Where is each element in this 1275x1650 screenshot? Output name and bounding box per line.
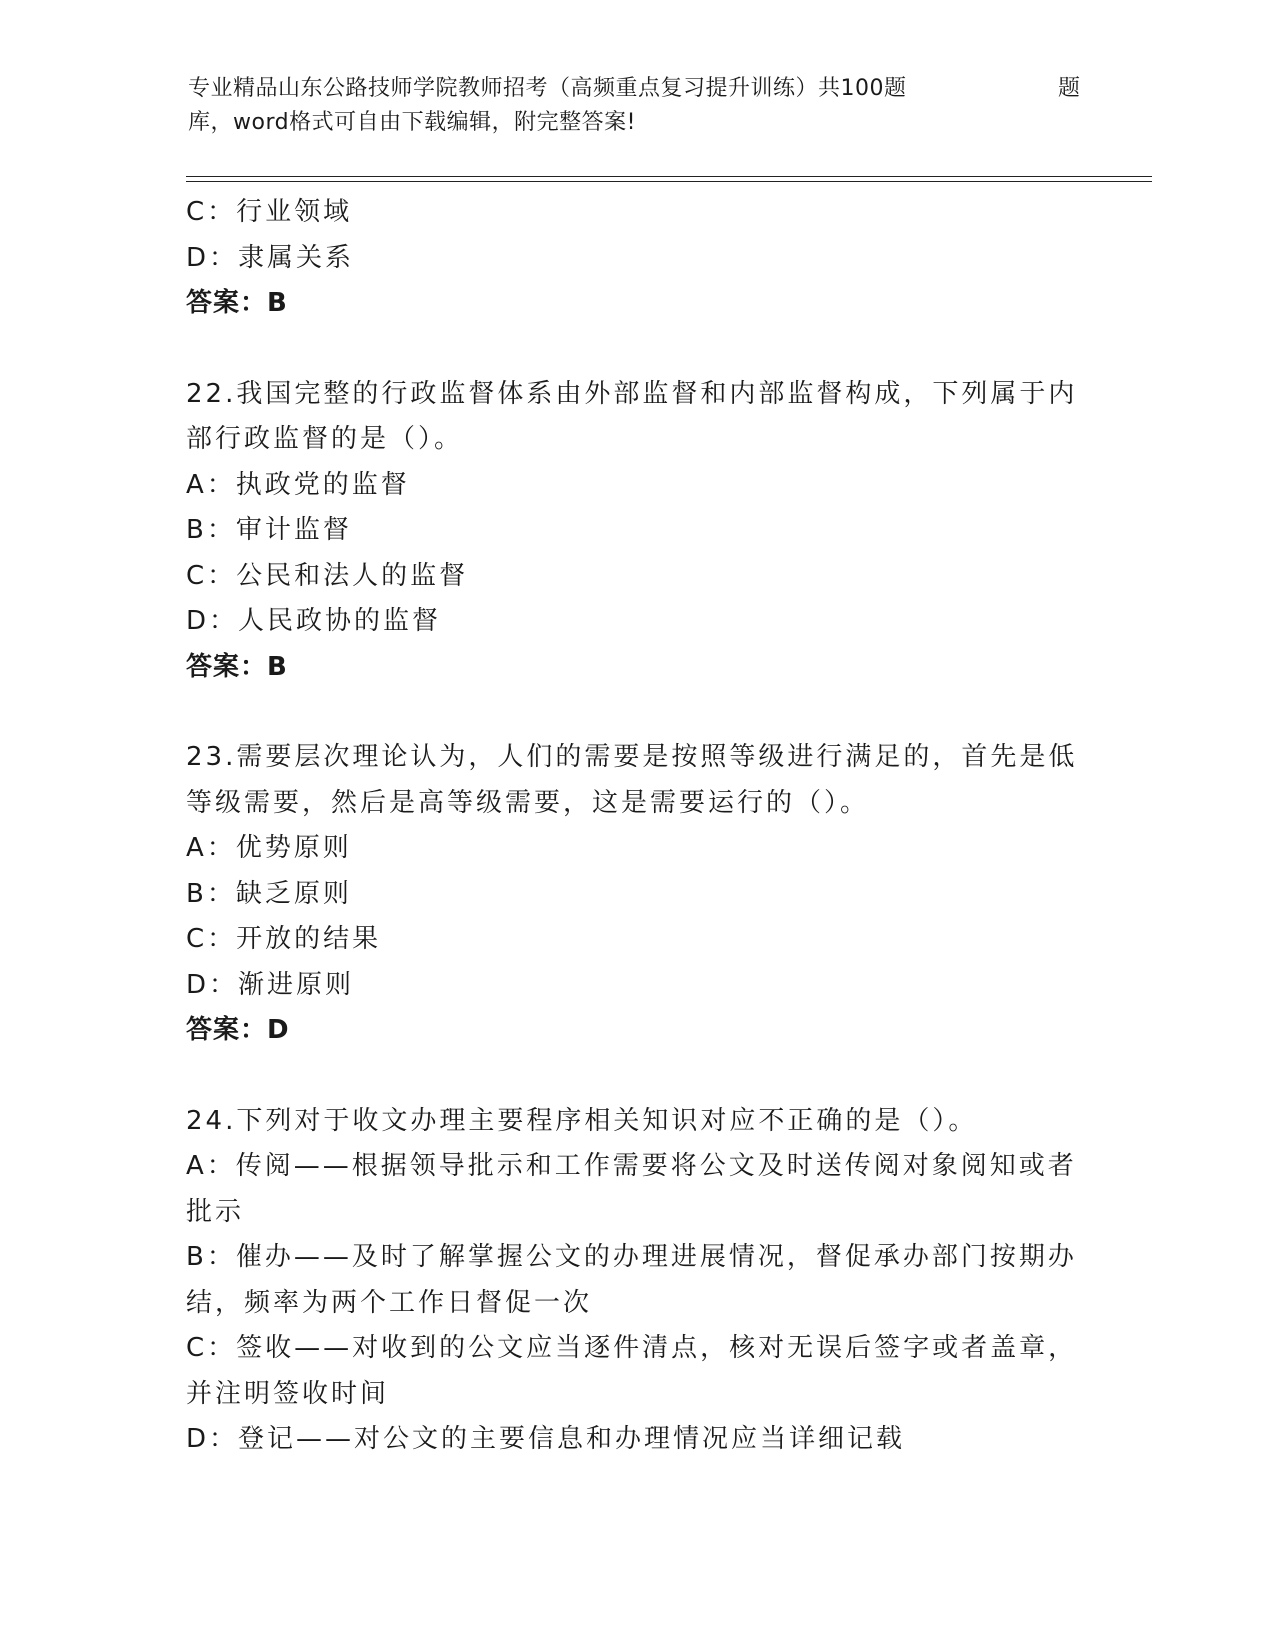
- question-spacer: [186, 690, 1086, 735]
- header-title-line2: 库，word格式可自由下载编辑，附完整答案!: [188, 110, 636, 135]
- option-c: C：公民和法人的监督: [186, 560, 469, 591]
- page-header: [188, 72, 1081, 140]
- question-stem-line2: 部行政监督的是（）。: [186, 424, 464, 454]
- option-d: D：隶属关系: [186, 242, 355, 273]
- option-b-line2: 结，频率为两个工作日督促一次: [186, 1287, 593, 1318]
- question-24: [186, 1099, 1086, 1463]
- question-stem-line2: 等级需要，然后是高等级需要，这是需要运行的（）。: [186, 787, 870, 818]
- option-b: B：审计监督: [186, 515, 352, 545]
- answer: 答案：B: [186, 288, 288, 318]
- question-23: [186, 735, 1086, 1054]
- option-c: C：开放的结果: [186, 924, 382, 954]
- option-d: D：渐进原则: [186, 969, 355, 1000]
- question-stem-line1: 22.我国完整的行政监督体系由外部监督和内部监督构成，下列属于内: [186, 378, 1078, 409]
- header-divider-top: [186, 176, 1152, 177]
- header-title-line1: [188, 72, 1081, 106]
- question-spacer: [186, 1054, 1086, 1099]
- option-c: C：行业领域: [186, 197, 353, 227]
- option-d: D：人民政协的监督: [186, 606, 442, 636]
- header-divider-bottom: [186, 181, 1152, 182]
- answer: 答案：D: [186, 1015, 290, 1045]
- option-d-line1: D：登记——对公文的主要信息和办理情况应当详细记载: [186, 1424, 906, 1454]
- option-c-line1: C：签收——对收到的公文应当逐件清点，核对无误后签字或者盖章，: [186, 1333, 1078, 1363]
- option-b: B：缺乏原则: [186, 878, 352, 909]
- question-stem-line1: 23.需要层次理论认为，人们的需要是按照等级进行满足的，首先是低: [186, 742, 1078, 772]
- option-a-line2: 批示: [186, 1196, 245, 1227]
- option-a: A：执政党的监督: [186, 469, 410, 500]
- question-content: [186, 190, 1086, 1463]
- option-a-line1: A：传阅——根据领导批示和工作需要将公文及时送传阅对象阅知或者: [186, 1151, 1077, 1181]
- answer: 答案：B: [186, 651, 288, 682]
- question-21-tail: [186, 190, 1086, 327]
- header-title-tail: 题: [1058, 76, 1081, 101]
- question-22: [186, 372, 1086, 691]
- option-a: A：优势原则: [186, 833, 352, 863]
- option-c-line2: 并注明签收时间: [186, 1378, 390, 1409]
- option-b-line1: B：催办——及时了解掌握公文的办理进展情况，督促承办部门按期办: [186, 1242, 1077, 1272]
- header-title-text: 专业精品山东公路技师学院教师招考（高频重点复习提升训练）共100题: [188, 76, 907, 101]
- question-stem-line1: 24.下列对于收文办理主要程序相关知识对应不正确的是（）。: [186, 1105, 978, 1136]
- question-spacer: [186, 327, 1086, 372]
